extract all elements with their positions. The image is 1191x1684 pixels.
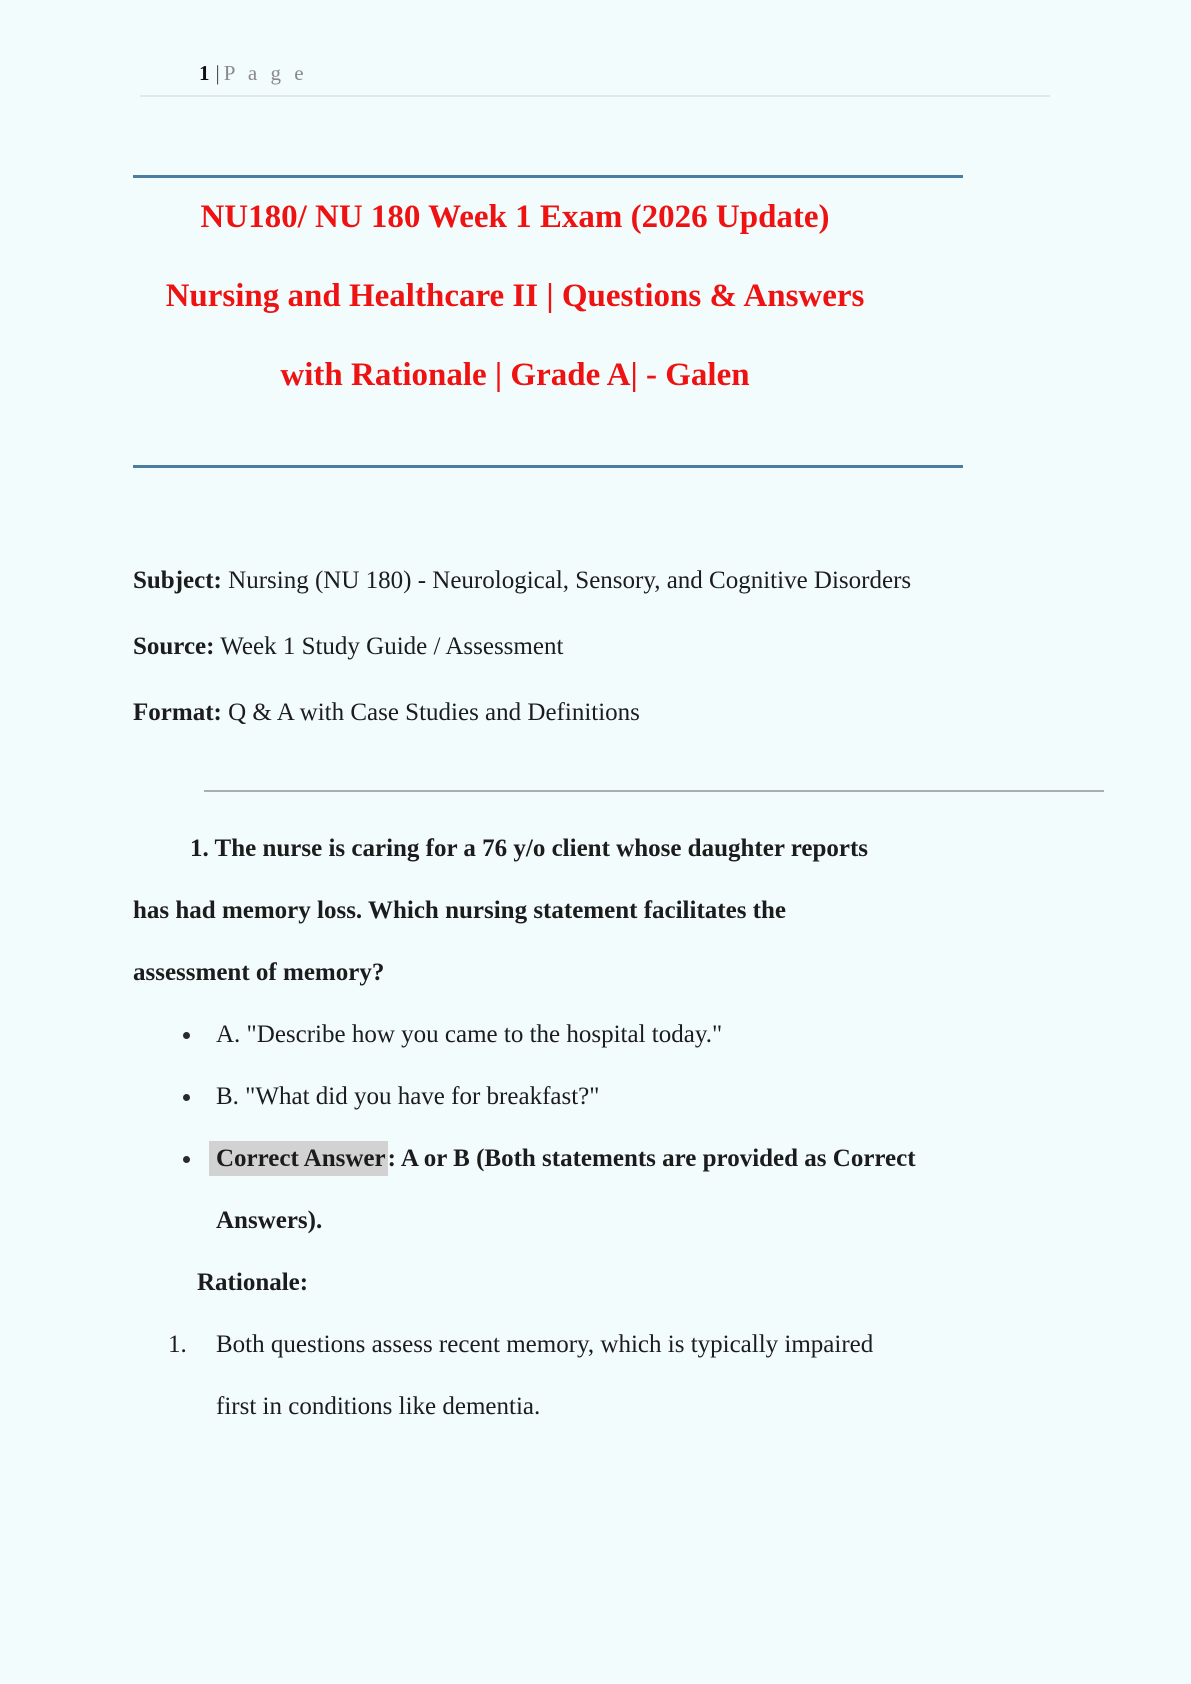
meta-label-source: Source: xyxy=(133,633,215,660)
page-header-separator: | xyxy=(215,61,220,85)
page-label: P a g e xyxy=(223,61,308,85)
rationale-heading: Rationale: xyxy=(197,1269,309,1296)
bullet-icon xyxy=(183,1032,190,1039)
options-list xyxy=(133,1004,1191,1252)
meta-row-subject xyxy=(133,548,1191,614)
question-text xyxy=(133,818,1073,1004)
meta-value-subject: Nursing (NU 180) - Neurological, Sensory, and Cognitive Disorders xyxy=(221,567,912,594)
correct-answer-continuation: Answers). xyxy=(216,1207,323,1234)
correct-answer-text: : A or B (Both statements are provided as Correct xyxy=(387,1145,916,1172)
bullet-icon xyxy=(183,1156,190,1163)
document-title xyxy=(133,178,963,415)
meta-label-format: Format: xyxy=(133,699,222,726)
question-line-3: assessment of memory? xyxy=(133,959,385,986)
meta-row-format xyxy=(133,680,1191,746)
rationale-item-line-1: Both questions assess recent memory, which is typically impaired xyxy=(216,1331,874,1358)
page-number: 1 xyxy=(199,61,210,85)
rationale-item-number: 1. xyxy=(168,1331,187,1358)
rationale-item-1 xyxy=(133,1314,1191,1438)
meta-value-format: Q & A with Case Studies and Definitions xyxy=(221,699,640,726)
rationale-item-line-2: first in conditions like dementia. xyxy=(216,1393,541,1420)
section-divider xyxy=(204,790,1104,792)
correct-answer-highlight: Correct Answer xyxy=(209,1141,388,1176)
meta-block xyxy=(133,548,1191,746)
option-b-text: B. "What did you have for breakfast?" xyxy=(216,1083,600,1110)
meta-label-subject: Subject: xyxy=(133,567,222,594)
bullet-icon xyxy=(183,1094,190,1101)
document-title-line-1: NU180/ NU 180 Week 1 Exam (2026 Update) xyxy=(200,199,830,235)
option-item-b xyxy=(133,1066,1191,1128)
question-line-2: has had memory loss. Which nursing statement facilitates the xyxy=(133,897,787,924)
page-header xyxy=(199,0,1191,86)
meta-value-source: Week 1 Study Guide / Assessment xyxy=(214,633,564,660)
question-line-1: 1. The nurse is caring for a 76 y/o client whose daughter reports xyxy=(190,835,869,862)
document-title-line-3: with Rationale | Grade A| - Galen xyxy=(280,357,750,393)
header-rule xyxy=(140,95,1050,97)
option-item-a xyxy=(133,1004,1191,1066)
option-a-text: A. "Describe how you came to the hospital today." xyxy=(216,1021,723,1048)
document-title-line-2: Nursing and Healthcare II | Questions & Answers xyxy=(165,278,865,314)
title-bottom-rule xyxy=(133,465,963,468)
meta-row-source xyxy=(133,614,1191,680)
correct-answer-item xyxy=(133,1128,1191,1190)
